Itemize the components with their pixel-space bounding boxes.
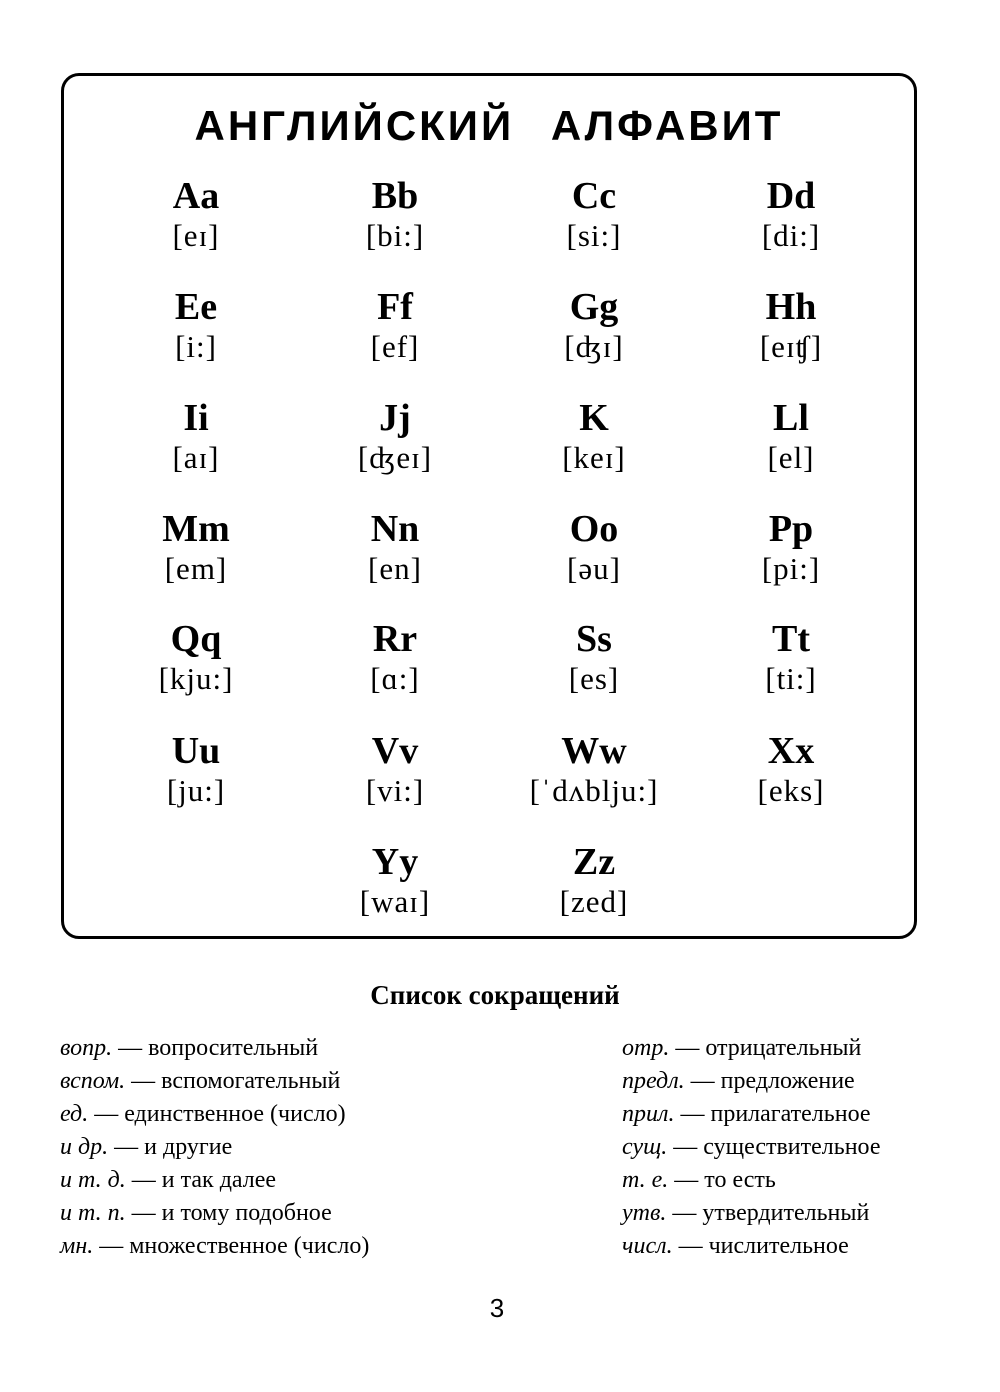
alphabet-box [61,73,917,939]
abbreviation: ед. [60,1101,89,1127]
letter-pair: Mm [162,508,230,550]
letter-pair: Rr [372,618,418,660]
letter-pair: Cc [571,175,617,217]
transcription: [di:] [761,218,821,253]
letter-cell-f [295,287,495,365]
abbreviation-meaning: — утвердительный [672,1200,870,1226]
abbreviation-meaning: — и тому подобное [131,1200,332,1226]
letter-cell-w [494,731,694,809]
abbreviation: и т. д. [60,1167,126,1193]
abbreviation-meaning: — предложение [690,1068,855,1094]
abbreviation: утв. [622,1200,667,1226]
abbreviation: отр. [622,1035,670,1061]
abbreviation-item [60,1098,369,1131]
letter-pair: Vv [371,730,419,772]
letter-cell-h [691,287,891,365]
letter-pair: Ww [561,730,627,772]
letter-cell-y [295,842,495,920]
letter-pair: Zz [572,841,616,883]
letter-pair: Pp [768,508,814,550]
transcription: [eks] [757,773,825,808]
transcription: [ʤeɪ] [357,440,433,475]
letter-pair: Gg [569,286,619,328]
abbreviation: и т. п. [60,1200,126,1226]
abbreviation-item [622,1098,881,1131]
abbreviation-item [622,1065,881,1098]
abbreviations-right-column [622,1032,881,1263]
transcription: [keɪ] [562,440,626,475]
letter-cell-i [96,398,296,476]
abbreviation-item [60,1065,369,1098]
letter-cell-e [96,287,296,365]
abbreviation-meaning: — прилагательное [680,1101,871,1127]
transcription: [em] [164,551,228,586]
letter-cell-o [494,509,694,587]
letter-cell-r [295,619,495,697]
letter-cell-v [295,731,495,809]
letter-pair: Ll [773,397,809,439]
transcription: [ti:] [765,661,817,696]
letter-cell-d [691,176,891,254]
letter-cell-a [96,176,296,254]
abbreviation-meaning: — вспомогательный [131,1068,341,1094]
abbreviation: вопр. [60,1035,113,1061]
abbreviation-meaning: — вопросительный [118,1035,319,1061]
letter-cell-u [96,731,296,809]
letter-cell-t [691,619,891,697]
page-number: 3 [489,1293,505,1323]
letter-cell-p [691,509,891,587]
transcription: [el] [767,440,815,475]
letter-cell-k [494,398,694,476]
letter-pair: Jj [379,397,411,439]
abbreviation-meaning: — и другие [114,1134,233,1160]
abbreviation: мн. [60,1233,94,1259]
transcription: [bi:] [365,218,425,253]
abbreviation-item [60,1164,369,1197]
letter-pair: Ss [576,618,612,660]
abbreviation-meaning: — и так далее [131,1167,277,1193]
abbreviation-meaning: — существительное [673,1134,881,1160]
letter-cell-c [494,176,694,254]
abbreviation-meaning: — числительное [678,1233,849,1259]
abbreviation-item [60,1131,369,1164]
abbreviations-left-column [60,1032,369,1263]
letter-cell-q [96,619,296,697]
abbreviation-meaning: — отрицательный [675,1035,862,1061]
transcription: [eɪ] [172,218,220,253]
letter-pair: Bb [371,175,419,217]
letter-cell-l [691,398,891,476]
abbreviation-item [622,1032,881,1065]
letter-cell-s [494,619,694,697]
letter-pair: Nn [370,508,420,550]
letter-cell-x [691,731,891,809]
abbreviations-title: Список сокращений [370,980,620,1010]
letter-pair: Ff [377,286,413,328]
abbreviation: и др. [60,1134,109,1160]
abbreviation-item [60,1197,369,1230]
letter-cell-z [494,842,694,920]
letter-pair: Ii [183,397,209,439]
abbreviation-item [622,1230,881,1263]
abbreviation-item [622,1164,881,1197]
letter-cell-m [96,509,296,587]
letter-cell-b [295,176,495,254]
letter-pair: Xx [767,730,815,772]
letter-pair: Dd [766,175,816,217]
alphabet-title: АНГЛИЙСКИЙ АЛФАВИТ [194,102,784,149]
letter-cell-g [494,287,694,365]
letter-pair: Yy [371,841,419,883]
transcription: [ɑ:] [370,661,420,696]
abbreviation-meaning: — множественное (число) [99,1233,370,1259]
transcription: [ef] [370,329,420,364]
transcription: [eɪʧ] [759,329,823,364]
letter-pair: Oo [569,508,619,550]
letter-cell-j [295,398,495,476]
abbreviation-item [60,1230,369,1263]
transcription: [waɪ] [359,884,431,919]
transcription: [əu] [567,551,621,586]
abbreviation: сущ. [622,1134,668,1160]
transcription: [pi:] [761,551,821,586]
abbreviation-item [622,1131,881,1164]
transcription: [ʤɪ] [564,329,624,364]
transcription: [zed] [559,884,629,919]
abbreviation: предл. [622,1068,685,1094]
transcription: [kju:] [158,661,234,696]
abbreviation: прил. [622,1101,675,1127]
abbreviation: числ. [622,1233,673,1259]
transcription: [ˈdʌblju:] [529,773,659,808]
transcription: [es] [568,661,620,696]
transcription: [i:] [175,329,217,364]
abbreviation-meaning: — единственное (число) [94,1101,346,1127]
abbreviation-item [60,1032,369,1065]
letter-pair: Qq [170,618,222,660]
letter-pair: K [579,397,609,439]
abbreviation: т. е. [622,1167,669,1193]
letter-cell-n [295,509,495,587]
transcription: [ju:] [166,773,226,808]
letter-pair: Ee [174,286,218,328]
letter-pair: Uu [171,730,221,772]
abbreviation: вспом. [60,1068,126,1094]
transcription: [aɪ] [172,440,220,475]
transcription: [en] [368,551,422,586]
abbreviation-item [622,1197,881,1230]
letter-pair: Aa [172,175,220,217]
letter-pair: Tt [772,618,810,660]
transcription: [vi:] [365,773,425,808]
transcription: [si:] [566,218,622,253]
letter-pair: Hh [765,286,817,328]
abbreviation-meaning: — то есть [674,1167,776,1193]
